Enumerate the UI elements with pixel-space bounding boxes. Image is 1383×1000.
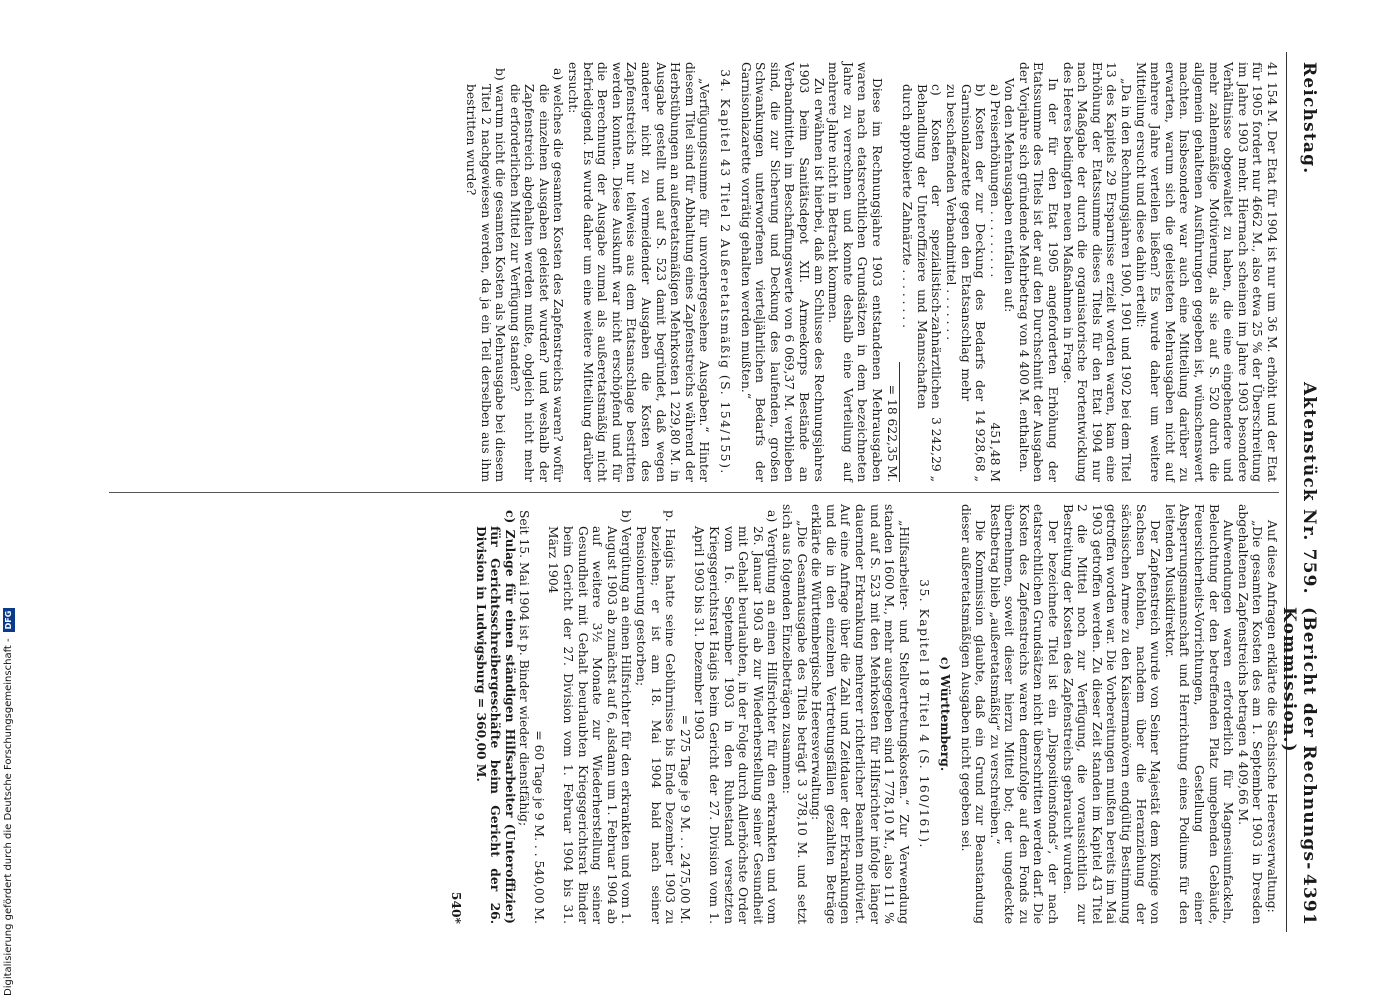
digitization-note bbox=[1, 6, 17, 996]
rotated-scan-sheet bbox=[90, 52, 1325, 932]
header-bericht: (Bericht der Rechnungs-Kommission.) bbox=[1279, 607, 1319, 871]
paragraph: „Verfügungssumme für unvorhergesehene Ausgaben.“ Hinter diesem Titel sind für Abhaltung eines Zapfenstreichs während der Herbstübungen an außeretatsmäßigen Mehrkosten 1 229,80 M. in Ausgabe gestellt und auf S. 523 damit begründet, daß wegen anderer nicht zu vermeidender Ausgaben die Kosten des Zapfenstreichs nur teilweise aus dem Etatsanschlage bestritten werden konnten. Diese Auskunft war nicht erschöpfend und für die Berechnung der Ausgabe zumal als außeretatsmäßig nicht befriedigend. Es wurde daher um eine weitere Mitteilung darüber ersucht: bbox=[566, 62, 712, 482]
paragraph: „Die Gesamtausgabe des Titels beträgt 3 378,10 M. und setzt sich aus folgenden Einzelbeträgen zusammen: bbox=[780, 504, 809, 924]
question-b: b) warum nicht die gesamten Kosten als Mehrausgabe bei diesem Titel 2 nachgewiesen werden, da ja ein Teil derselben aus ihm bestritten wurde? bbox=[463, 68, 508, 482]
page-number: 4391 bbox=[1299, 873, 1319, 926]
paragraph: Der Zapfenstreich wurde von Seiner Majestät dem Könige von Sachsen befohlen, nachdem über die Heranziehung der sächsischen Armee zu den Kaisermanövern endgültig Bestimmung getroffen worden war. Die Vorbereitungen mußten bereits im Mai 1903 getroffen werden. Zu dieser Zeit standen im Kapitel 43 Titel 2 die Mittel noch zur Verfügung, die voraussichtlich zur Bestreitung der Kosten des Zapfenstreichs gebraucht wurden. bbox=[1060, 504, 1163, 924]
ledger-amount: 3 242,29 „ bbox=[929, 416, 944, 482]
list-item-c: c) Zulage für einen ständigen Hilfsarbeiter (Unteroffizier) für Gerichtsschreibergeschäfte beim Gericht der 26. Division in Ludwigsburg = 360,00 M. bbox=[473, 510, 518, 924]
dfg-logo: DFG bbox=[3, 608, 15, 633]
note-b: Seit 15. Mai 1904 ist p. Binder wieder dienstfähig; bbox=[517, 510, 532, 827]
question-a: a) welches die gesamten Kosten des Zapfenstreichs waren? wofür die einzelnen Ausgaben geleistet wurden? und weshalb der Zapfenstreich abgehalten werden mußte, obgleich nicht mehr die erforderlichen Mittel zur Verfügung standen? bbox=[507, 68, 566, 482]
page-header bbox=[1279, 52, 1325, 932]
ledger-amount: 451,48 M bbox=[987, 422, 1002, 482]
paragraph: „Da in den Rechnungsjahren 1900, 1901 und 1902 bei dem Titel 13 des Kapitels 29 Ersparnisse erzielt worden waren, kam eine Erhöhung der Etatssumme dieses Titels für den Etat 1904 nur nach Maßgabe der durch die organisatorische Fortentwicklung des Heeres bedingten neuen Maßnahmen in Frage. bbox=[1060, 62, 1134, 482]
paragraph: Von den Mehrausgaben entfallen auf: bbox=[1002, 78, 1017, 313]
paragraph: „Die gesamten Kosten des am 1. September 1903 in Dresden abgehaltenen Zapfenstreichs betragen 4 409,66 M. bbox=[1235, 504, 1265, 924]
list-item-b: b) Vergütung an einen Hilfsrichter für den erkrankten und vom 1. August 1903 ab zunächst auf 6, alsdann um 1. Februar 1904 ab auf weitere 3½ Monate zur Wiederherstellung seiner Gesundheit mit Gehalt beurlaubten Kriegsgerichtsrat Binder beim Gericht der 27. Division vom 1. Februar 1904 bis 31. März 1904 bbox=[546, 510, 634, 924]
ledger-label: a) Preiserhöhungen . . . . . . . . . bbox=[987, 84, 1002, 278]
calculation-a: = 275 Tage je 9 M. . . 2475,00 M. bbox=[677, 714, 692, 924]
paragraph: Aufwendungen waren erforderlich für Magnesiumfackeln, Beleuchtung der den betreffenden Platz umgebenden Gebäude, Feuersicherheits-Vorrichtungen, Gestellung einer Absperrungsmannschaft und Herrichtung eines Podiums für den leitenden Musikdirektor. bbox=[1162, 504, 1236, 924]
ledger-label: c) Kosten der spezialistisch-zahnärztlichen Behandlung der Unteroffiziere und Mannschaften durch approbierte Zahnärzte . . . . . . . . bbox=[900, 84, 944, 409]
ledger-label: b) Kosten der zur Deckung des Bedarfs der Garnisonlazarette gegen den Etatsanschlag mehr zu beschaffenden Verbandmittel . . . . . . . bbox=[943, 84, 988, 402]
section-heading-35: 35. Kapitel 18 Titel 4 (S. 160/161). bbox=[917, 579, 932, 849]
left-column bbox=[463, 62, 1279, 482]
right-column bbox=[448, 504, 1279, 924]
paragraph: Die Kommission glaubte, daß ein Grund zur Beanstandung dieser außeretatsmäßigen Ausgaben nicht gegeben sei. bbox=[958, 504, 988, 924]
footer-mark: 540* bbox=[448, 891, 464, 924]
digitization-note-text: Digitalisierung gefördert durch die Deutsche Forschungsgemeinschaft - bbox=[3, 638, 14, 996]
paragraph: Diese im Rechnungsjahre 1903 entstandenen Mehrausgaben waren nach etatsrechtlichen Grundsätzen in dem bezeichneten Jahre zu verrechnen und konnte deshalb eine Verteilung auf mehrere Jahre nicht in Betracht kommen. bbox=[826, 62, 884, 482]
paragraph: In der für den Etat 1905 angeforderten Erhöhung der Etatssumme des Titels ist der auf den Durchschnitt der Ausgaben der Vorjahre sich gründende Mehrbetrag von 4 400 M. enthalten. bbox=[1016, 62, 1061, 482]
header-reichstag: Reichstag. bbox=[1299, 62, 1319, 175]
ledger-amount: 14 928,68 „ bbox=[973, 409, 988, 482]
ledger-row-c bbox=[900, 62, 944, 482]
note-a: p. Haigis hatte seine Gebührnisse bis Ende Dezember 1903 zu beziehen; er ist am 18. Mai 1904 bald nach seiner Pensionierung gestorben; bbox=[634, 510, 678, 924]
section-heading-wuerttemberg: c) Württemberg. bbox=[937, 656, 953, 772]
ledger-sum: = 18 622,35 M. bbox=[884, 362, 900, 482]
paragraph: „Hilfsarbeiter- und Stellvertretungskosten.“ Zur Verwendung standen 1600 M., mehr ausgegeben sind 1 778,10 M., also 111 % und auf S. 523 mit den Mehrkosten für Hilfsrichter infolge länger dauernder Erkrankung mehrerer richterlicher Beamten motiviert. Auf eine Anfrage über die Zahl und Zeitdauer der Erkrankungen und die in den einzelnen Vertretungsfällen gezahlten Beträge erklärte die Württembergische Heeresverwaltung: bbox=[809, 504, 911, 924]
paragraph: 41 154 M. Der Etat für 1904 ist nur um 36 M. erhöht und der Etat für 1905 fordert nur 4662 M., also etwa 25 % der Überschreitung im Jahre 1903 mehr. Hiernach scheinen im Jahre 1903 besondere Verhältnisse obgewaltet zu haben, die eine eingehendere und mehr zahlenmäßige Motivierung, als sie auf S. 520 durch die allgemein gehaltenen Ausführungen gegeben ist, wünschenswert machten. Insbesondere war auch eine Mitteilung darüber zu erwarten, warum sich die geleisteten Mehrausgaben nicht auf mehrere Jahre verteilen ließen? Es wurde daher um weitere Mitteilung ersucht und diese dahin erteilt: bbox=[1133, 62, 1279, 482]
paragraph: Zu erwähnen ist hierbei, daß am Schlusse des Rechnungsjahres 1903 beim Sanitätsdepot XII. Armeekorps Bestände an Verbandmitteln im Beschaffungswerte von 6 069,37 M. verblieben sind, die zur Sicherung und Deckung des laufenden, großen Schwankungen unterworfenen vierteljährlichen Bedarfs der Garnisonlazarette vorrätig gehalten werden mußten.“ bbox=[738, 62, 826, 482]
paragraph: Auf diese Anfragen erklärte die Sächsische Heeresverwaltung: bbox=[1265, 520, 1279, 913]
digitization-strip bbox=[0, 0, 18, 1000]
list-item-a: a) Vergütung an einen Hilfsrichter für den erkrankten und vom 26. Januar 1903 ab zur Wiederherstellung seiner Gesundheit mit Gehalt beurlaubten, in der Folge durch Allerhöchste Order vom 16. September 1903 in den Ruhestand versetzten Kriegsgerichtsrat Haigis beim Gericht der 27. Division vom 1. April 1903 bis 31. Dezember 1903 bbox=[692, 510, 780, 924]
column-divider bbox=[109, 492, 1279, 493]
paragraph: Der bezeichnete Titel ist ein „Dispositionsfonds“, der nach etatsrechtlichen Grundsätzen nicht überschritten werden darf. Die Kosten des Zapfenstreichs waren demzufolge auf den Fonds zu übernehmen, soweit dieser hierzu Mittel bot; der ungedeckte Restbetrag blieb „außeretatsmäßig“ zu verschreiben.“ bbox=[987, 504, 1061, 924]
calculation-b: = 60 Tage je 9 M. . . 540,00 M. bbox=[531, 730, 546, 924]
header-aktenstueck: Aktenstück Nr. 759. bbox=[1299, 382, 1319, 595]
ledger-row-a bbox=[987, 62, 1002, 482]
section-heading-34: 34. Kapitel 43 Titel 2 Außeretatsmäßig (S. 154/155). bbox=[718, 69, 733, 475]
ledger-row-b bbox=[943, 62, 987, 482]
